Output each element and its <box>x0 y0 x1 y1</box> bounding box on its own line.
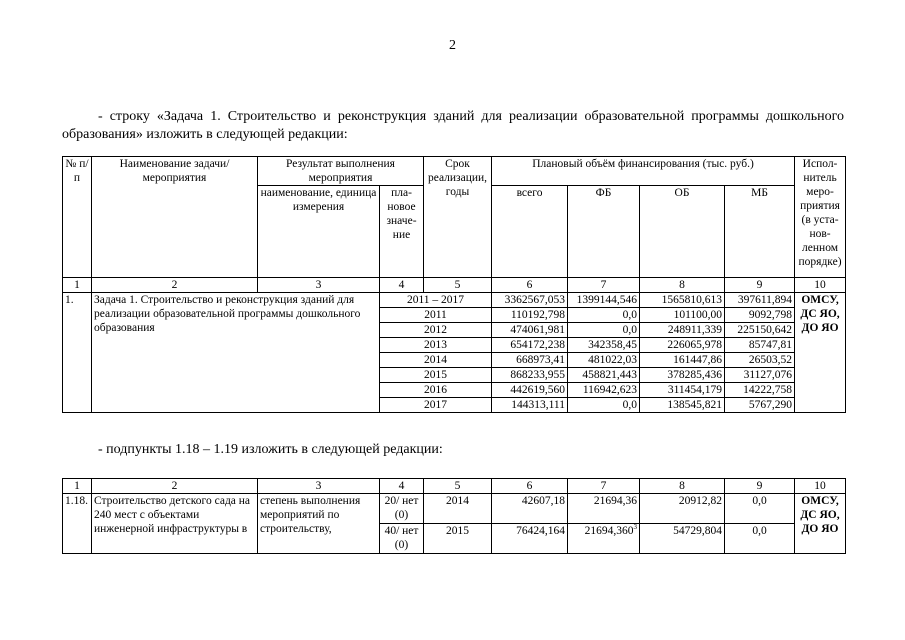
mb-cell: 0,0 <box>725 494 795 524</box>
fb-cell: 1399144,546 <box>568 293 640 308</box>
mb-cell: 9092,798 <box>725 308 795 323</box>
subitems-paragraph: - подпункты 1.18 – 1.19 изложить в следующей редакции: <box>98 442 443 457</box>
col-number: 1 <box>63 479 92 494</box>
fb-value: 21694,360 <box>584 525 634 537</box>
col-number: 2 <box>92 278 258 293</box>
header-ob: ОБ <box>640 186 725 278</box>
fb-cell: 0,0 <box>568 308 640 323</box>
fb-cell: 481022,03 <box>568 353 640 368</box>
fb-cell <box>568 524 640 554</box>
mb-cell: 5767,290 <box>725 398 795 413</box>
header-name: Наименование задачи/мероприятия <box>92 157 258 278</box>
fb-cell: 116942,623 <box>568 383 640 398</box>
col-number: 6 <box>492 278 568 293</box>
table-row <box>63 494 846 524</box>
col-number: 10 <box>795 278 846 293</box>
year-cell: 2015 <box>424 524 492 554</box>
total-cell: 868233,955 <box>492 368 568 383</box>
ob-cell: 378285,436 <box>640 368 725 383</box>
header-fb: ФБ <box>568 186 640 278</box>
total-cell: 76424,164 <box>492 524 568 554</box>
item-num: 1.18. <box>63 494 92 554</box>
col-number: 10 <box>795 479 846 494</box>
col-number: 9 <box>725 278 795 293</box>
fb-cell: 0,0 <box>568 398 640 413</box>
total-cell: 668973,41 <box>492 353 568 368</box>
task-executor: ОМСУ, ДС ЯО, ДО ЯО <box>795 293 846 413</box>
year-cell: 2011 – 2017 <box>380 293 492 308</box>
mb-cell: 26503,52 <box>725 353 795 368</box>
fb-cell: 342358,45 <box>568 338 640 353</box>
total-cell: 442619,560 <box>492 383 568 398</box>
header-result-plan: пла-новое значе-ние <box>380 186 424 278</box>
intro-paragraph: - строку «Задача 1. Строительство и реконструкция зданий для реализации образовательной программы дошкольного образования» изложить в следующей редакции: <box>62 109 844 142</box>
fb-cell: 21694,36 <box>568 494 640 524</box>
footnote-marker: 3 <box>633 523 637 532</box>
task-name: Задача 1. Строительство и реконструкция зданий для реализации образовательной программы дошкольного образования <box>92 293 380 413</box>
table-row <box>63 293 846 308</box>
ob-cell: 226065,978 <box>640 338 725 353</box>
col-number: 3 <box>258 278 380 293</box>
plan-cell: 20/ нет (0) <box>380 494 424 524</box>
year-cell: 2014 <box>380 353 492 368</box>
year-cell: 2012 <box>380 323 492 338</box>
col-number: 5 <box>424 479 492 494</box>
header-total: всего <box>492 186 568 278</box>
total-cell: 3362567,053 <box>492 293 568 308</box>
ob-cell: 20912,82 <box>640 494 725 524</box>
column-numbers-row <box>63 479 846 494</box>
item-executor: ОМСУ, ДС ЯО, ДО ЯО <box>795 494 846 554</box>
mb-cell: 397611,894 <box>725 293 795 308</box>
plan-cell: 40/ нет (0) <box>380 524 424 554</box>
header-num: № п/п <box>63 157 92 278</box>
fb-cell: 0,0 <box>568 323 640 338</box>
mb-cell: 85747,81 <box>725 338 795 353</box>
col-number: 4 <box>380 278 424 293</box>
total-cell: 654172,238 <box>492 338 568 353</box>
mb-cell: 0,0 <box>725 524 795 554</box>
header-term: Срок реализации, годы <box>424 157 492 278</box>
col-number: 1 <box>63 278 92 293</box>
header-funding: Плановый объём финансирования (тыс. руб.) <box>492 157 795 186</box>
page-number: 2 <box>449 38 456 53</box>
year-cell: 2014 <box>424 494 492 524</box>
fb-cell: 458821,443 <box>568 368 640 383</box>
item-result: степень выполнения мероприятий по строительству, <box>258 494 380 554</box>
year-cell: 2015 <box>380 368 492 383</box>
col-number: 5 <box>424 278 492 293</box>
header-executor: Испол-нитель меро-приятия (в уста-нов-ленном порядке) <box>795 157 846 278</box>
col-number: 7 <box>568 479 640 494</box>
col-number: 6 <box>492 479 568 494</box>
task-num: 1. <box>63 293 92 413</box>
col-number: 4 <box>380 479 424 494</box>
col-number: 7 <box>568 278 640 293</box>
total-cell: 144313,111 <box>492 398 568 413</box>
ob-cell: 161447,86 <box>640 353 725 368</box>
header-result: Результат выполнения мероприятия <box>258 157 424 186</box>
total-cell: 42607,18 <box>492 494 568 524</box>
item-name: Строительство детского сада на 240 мест с объектами инженерной инфраструктуры в <box>92 494 258 554</box>
ob-cell: 248911,339 <box>640 323 725 338</box>
header-result-name: наименование, единица измерения <box>258 186 380 278</box>
header-mb: МБ <box>725 186 795 278</box>
col-number: 8 <box>640 278 725 293</box>
column-numbers-row <box>63 278 846 293</box>
year-cell: 2013 <box>380 338 492 353</box>
subitems-table <box>62 478 846 554</box>
col-number: 8 <box>640 479 725 494</box>
funding-table <box>62 156 846 413</box>
year-cell: 2016 <box>380 383 492 398</box>
ob-cell: 1565810,613 <box>640 293 725 308</box>
mb-cell: 14222,758 <box>725 383 795 398</box>
ob-cell: 54729,804 <box>640 524 725 554</box>
ob-cell: 101100,00 <box>640 308 725 323</box>
ob-cell: 311454,179 <box>640 383 725 398</box>
total-cell: 110192,798 <box>492 308 568 323</box>
year-cell: 2011 <box>380 308 492 323</box>
col-number: 9 <box>725 479 795 494</box>
total-cell: 474061,981 <box>492 323 568 338</box>
col-number: 3 <box>258 479 380 494</box>
mb-cell: 31127,076 <box>725 368 795 383</box>
ob-cell: 138545,821 <box>640 398 725 413</box>
mb-cell: 225150,642 <box>725 323 795 338</box>
year-cell: 2017 <box>380 398 492 413</box>
col-number: 2 <box>92 479 258 494</box>
